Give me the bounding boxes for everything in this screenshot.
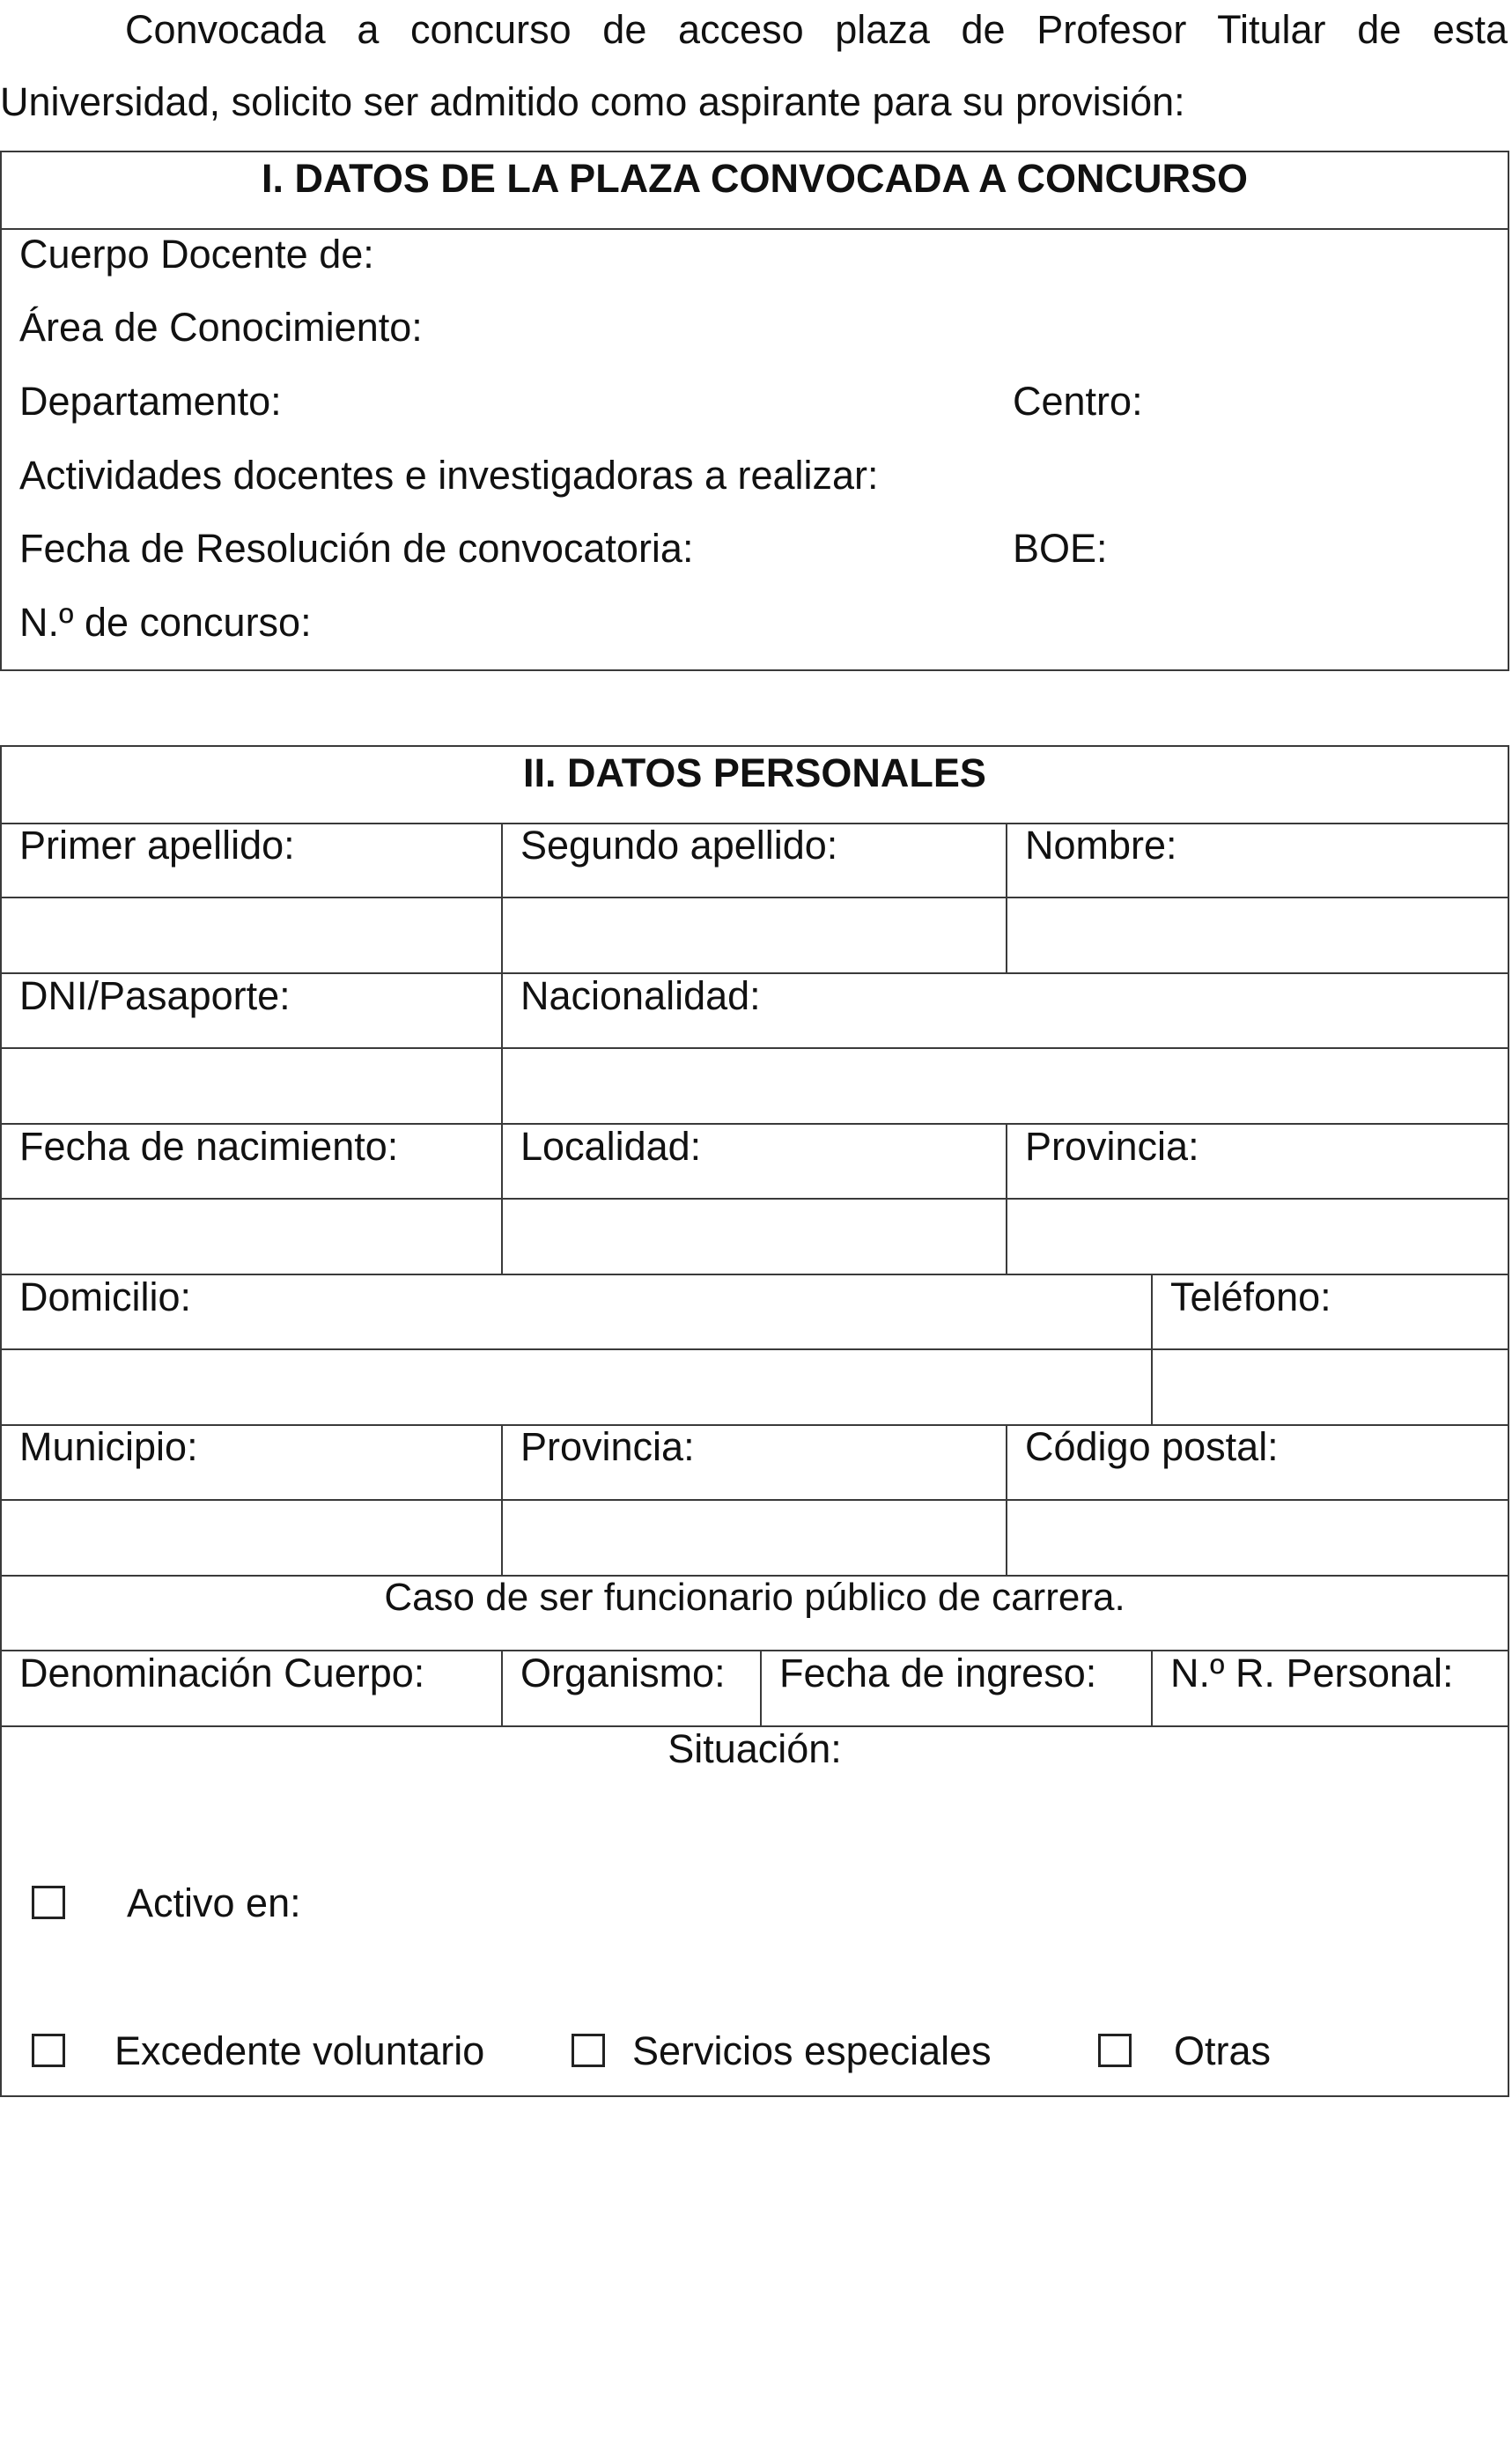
numero-concurso-field[interactable]: N.º de concurso: bbox=[19, 600, 312, 645]
row-divider bbox=[2, 1047, 1508, 1049]
row-divider bbox=[2, 1348, 1508, 1350]
segundo-apellido-label: Segundo apellido: bbox=[520, 823, 838, 868]
section-plaza-title: I. DATOS DE LA PLAZA CONVOCADA A CONCURSO bbox=[2, 152, 1508, 230]
domicilio-label: Domicilio: bbox=[19, 1274, 192, 1319]
boe-field[interactable]: BOE: bbox=[1013, 526, 1108, 571]
provincia-label: Provincia: bbox=[1025, 1124, 1199, 1169]
activo-label: Activo en: bbox=[127, 1880, 301, 1925]
intro-line-2: Universidad, solicito ser admitido como aspirante para su provisión: bbox=[0, 79, 1185, 124]
nrp-label: N.º R. Personal: bbox=[1170, 1651, 1454, 1695]
col-divider bbox=[1151, 1650, 1153, 1725]
col-divider bbox=[501, 823, 503, 973]
municipio-label: Municipio: bbox=[19, 1424, 198, 1469]
fecha-nacimiento-label: Fecha de nacimiento: bbox=[19, 1124, 399, 1169]
col-divider bbox=[501, 1650, 503, 1725]
col-divider bbox=[1006, 1424, 1007, 1575]
col-divider bbox=[1151, 1274, 1153, 1424]
actividades-field[interactable]: Actividades docentes e investigadoras a realizar: bbox=[19, 453, 879, 498]
section-datos-personales bbox=[0, 745, 1509, 2097]
excedente-label: Excedente voluntario bbox=[114, 2028, 485, 2073]
nombre-label: Nombre: bbox=[1025, 823, 1177, 868]
cuerpo-docente-field[interactable]: Cuerpo Docente de: bbox=[19, 232, 374, 277]
row-divider bbox=[2, 1424, 1508, 1426]
dni-label: DNI/Pasaporte: bbox=[19, 973, 291, 1018]
funcionario-heading: Caso de ser funcionario público de carrera. bbox=[384, 1576, 1125, 1619]
activo-checkbox[interactable] bbox=[32, 1886, 65, 1919]
area-conocimiento-field[interactable]: Área de Conocimiento: bbox=[19, 305, 423, 350]
servicios-especiales-label: Servicios especiales bbox=[632, 2028, 992, 2073]
provincia-domicilio-label: Provincia: bbox=[520, 1424, 695, 1469]
section-plaza-convocada bbox=[0, 151, 1509, 671]
otras-label: Otras bbox=[1174, 2028, 1272, 2073]
row-divider bbox=[2, 1198, 1508, 1200]
col-divider bbox=[760, 1650, 762, 1725]
codigo-postal-label: Código postal: bbox=[1025, 1424, 1279, 1469]
telefono-label: Teléfono: bbox=[1170, 1274, 1331, 1319]
intro-line-1: Convocada a concurso de acceso plaza de Profesor Titular de esta bbox=[125, 7, 1508, 52]
fecha-ingreso-label: Fecha de ingreso: bbox=[779, 1651, 1097, 1695]
section-personales-title: II. DATOS PERSONALES bbox=[2, 747, 1508, 824]
servicios-especiales-checkbox[interactable] bbox=[572, 2034, 605, 2067]
denominacion-cuerpo-label: Denominación Cuerpo: bbox=[19, 1651, 425, 1695]
row-divider bbox=[2, 1499, 1508, 1501]
nacionalidad-label: Nacionalidad: bbox=[520, 973, 761, 1018]
col-divider bbox=[501, 972, 503, 1124]
fecha-resolucion-field[interactable]: Fecha de Resolución de convocatoria: bbox=[19, 526, 694, 571]
otras-checkbox[interactable] bbox=[1098, 2034, 1132, 2067]
col-divider bbox=[1006, 1123, 1007, 1274]
localidad-label: Localidad: bbox=[520, 1124, 702, 1169]
excedente-checkbox[interactable] bbox=[32, 2034, 65, 2067]
row-divider bbox=[2, 897, 1508, 898]
col-divider bbox=[1006, 823, 1007, 973]
col-divider bbox=[501, 1123, 503, 1274]
col-divider bbox=[501, 1424, 503, 1575]
centro-field[interactable]: Centro: bbox=[1013, 379, 1143, 424]
situacion-heading: Situación: bbox=[667, 1726, 842, 1771]
primer-apellido-label: Primer apellido: bbox=[19, 823, 295, 868]
departamento-field[interactable]: Departamento: bbox=[19, 379, 282, 424]
organismo-label: Organismo: bbox=[520, 1651, 726, 1695]
